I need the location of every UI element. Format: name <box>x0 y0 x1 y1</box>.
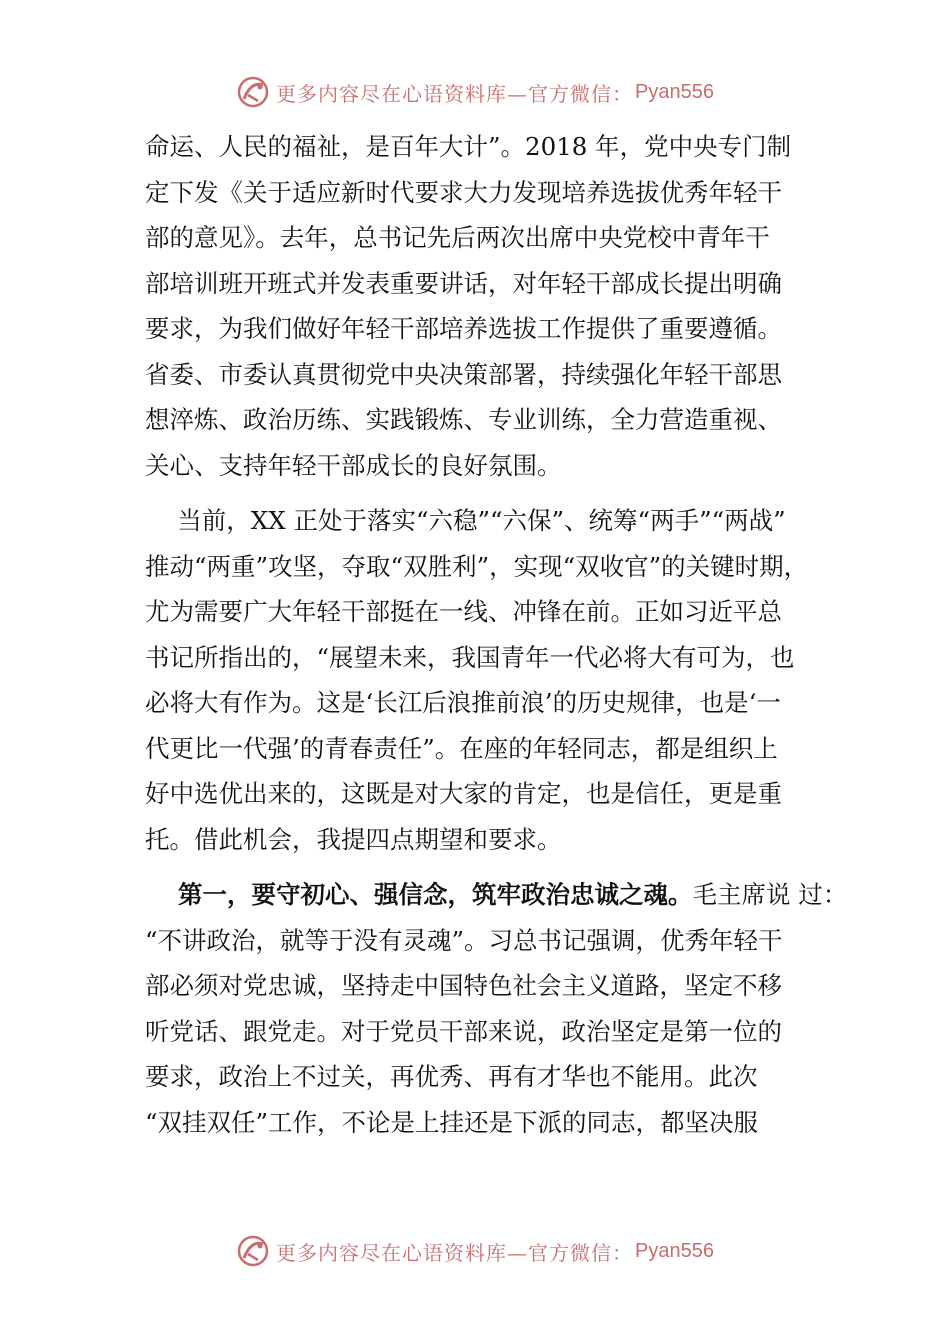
heading-continuation: 毛主席说 过： <box>692 880 848 909</box>
section-heading: 第一，要守初心、强信念，筑牢政治忠诚之魂。 <box>145 880 693 909</box>
text-line: 代更比一代强’的青春责任”。在座的年轻同志，都是组织上 <box>145 733 778 763</box>
text-line: 好中选优出来的，这既是对大家的肯定，也是信任，更是重 <box>145 779 782 808</box>
watermark-id: Pyan556 <box>635 80 714 103</box>
paragraph-gap <box>145 862 817 872</box>
text-line: 托。借此机会，我提四点期望和要求。 <box>145 824 562 854</box>
text-line: 推动“两重”攻坚，夺取“双胜利”，实现“双收官”的关键时期， <box>145 551 809 581</box>
text-line: 要求，政治上不过关，再优秀、再有才华也不能用。此次 <box>145 1062 758 1091</box>
text-line: 定下发《关于适应新时代要求大力发现培养选拔优秀年轻干 <box>145 177 782 207</box>
text-line: 想淬炼、政治历练、实践锻炼、专业训练，全力营造重视、 <box>145 405 782 434</box>
text-line: 必将大有作为。这是‘长江后浪推前浪’的历史规律，也是‘一 <box>145 688 781 717</box>
text-line: 命运、人民的福祉，是百年大计”。2018 年，党中央专门制 <box>145 132 792 161</box>
text-line: 书记所指出的，“展望未来，我国青年一代必将大有可为，也 <box>145 642 795 672</box>
text-line: 省委、市委认真贯彻党中央决策部署，持续强化年轻干部思 <box>145 359 782 389</box>
text-line: 要求，为我们做好年轻干部培养选拔工作提供了重要遵循。 <box>145 314 782 343</box>
text-line: “双挂双任”工作，不论是上挂还是下派的同志，都坚决服 <box>145 1107 759 1137</box>
document-body <box>145 124 848 1145</box>
watermark-text: 更多内容尽在心语资料库—官方微信： <box>276 1240 634 1265</box>
logo-icon <box>236 1234 270 1268</box>
paragraph-2 <box>145 498 817 862</box>
text-line: “不讲政治，就等于没有灵魂”。习总书记强调，优秀年轻干 <box>145 925 783 955</box>
text-line: 部必须对党忠诚，坚持走中国特色社会主义道路，坚定不移 <box>145 971 782 1000</box>
header-watermark <box>0 72 950 112</box>
text-line: 尤为需要广大年轻干部挺在一线、冲锋在前。正如习近平总 <box>145 597 782 626</box>
logo-icon <box>236 75 270 109</box>
paragraph-1 <box>145 124 817 488</box>
watermark-text: 更多内容尽在心语资料库—官方微信： <box>276 81 634 106</box>
paragraph-3 <box>145 872 848 1145</box>
paragraph-gap <box>145 488 817 498</box>
text-line: 关心、支持年轻干部成长的良好氛围。 <box>145 450 562 480</box>
footer-watermark <box>0 1231 950 1271</box>
watermark-id: Pyan556 <box>635 1239 714 1262</box>
text-line: 当前，XX 正处于落实“六稳”“六保”、统筹“两手”“两战” <box>145 506 786 535</box>
text-line: 听党话、跟党走。对于党员干部来说，政治坚定是第一位的 <box>145 1016 782 1046</box>
text-line: 部的意见》。去年，总书记先后两次出席中央党校中青年干 <box>145 223 770 252</box>
text-line <box>145 872 848 918</box>
text-line: 部培训班开班式并发表重要讲话，对年轻干部成长提出明确 <box>145 268 782 298</box>
